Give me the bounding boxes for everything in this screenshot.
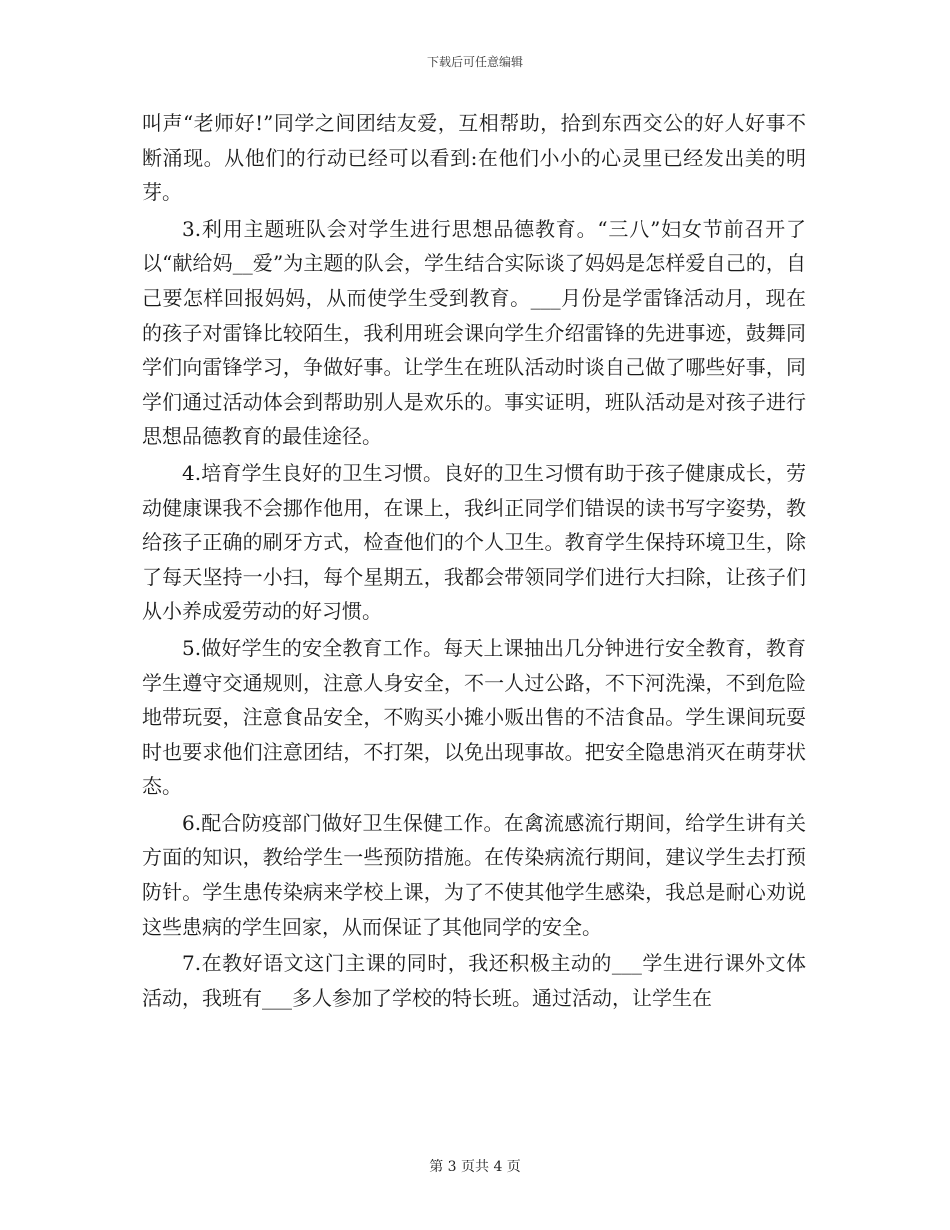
paragraph-item-4: 4.培育学生良好的卫生习惯。良好的卫生习惯有助于孩子健康成长，劳动健康课我不会挪作他用，在课上，我纠正同学们错误的读书写字姿势，教给孩子正确的刷牙方式，检查他们的个人卫生。教育学生保持环境卫生，除了每天坚持一小扫，每个星期五，我都会带领同学们进行大扫除，让孩子们从小养成爱劳动的好习惯。: [142, 460, 806, 624]
page-footer: 第 3 页共 4 页: [429, 1159, 521, 1175]
document-body: [142, 106, 806, 1017]
paragraph-continuation: 叫声“老师好!”同学之间团结友爱，互相帮助，拾到东西交公的好人好事不断涌现。从他们的行动已经可以看到:在他们小小的心灵里已经发出美的明芽。: [142, 111, 806, 205]
page-header: 下载后可任意编辑: [426, 55, 523, 69]
paragraph-item-5: 5.做好学生的安全教育工作。每天上课抽出几分钟进行安全教育，教育学生遵守交通规则，注意人身安全，不一人过公路，不下河洗澡，不到危险地带玩耍，注意食品安全，不购买小摊小贩出售的不洁食品。学生课间玩耍时也要求他们注意团结，不打架，以免出现事故。把安全隐患消灭在萌芽状态。: [142, 635, 806, 799]
paragraph-item-3: 3.利用主题班队会对学生进行思想品德教育。“三八”妇女节前召开了以“献给妈__爱”为主题的队会，学生结合实际谈了妈妈是怎样爱自己的，自己要怎样回报妈妈，从而使学生受到教育。___月份是学雷锋活动月，现在的孩子对雷锋比较陌生，我利用班会课向学生介绍雷锋的先进事迹，鼓舞同学们向雷锋学习，争做好事。让学生在班队活动时谈自己做了哪些好事，同学们通过活动体会到帮助别人是欢乐的。事实证明，班队活动是对孩子进行思想品德教育的最佳途径。: [142, 216, 806, 449]
paragraph-item-7: 7.在教好语文这门主课的同时，我还积极主动的___学生进行课外文体活动，我班有___多人参加了学校的特长班。通过活动，让学生在: [142, 951, 806, 1010]
paragraph-item-6: 6.配合防疫部门做好卫生保健工作。在禽流感流行期间，给学生讲有关方面的知识，教给学生一些预防措施。在传染病流行期间，建议学生去打预防针。学生患传染病来学校上课，为了不使其他学生感染，我总是耐心劝说这些患病的学生回家，从而保证了其他同学的安全。: [142, 810, 806, 939]
